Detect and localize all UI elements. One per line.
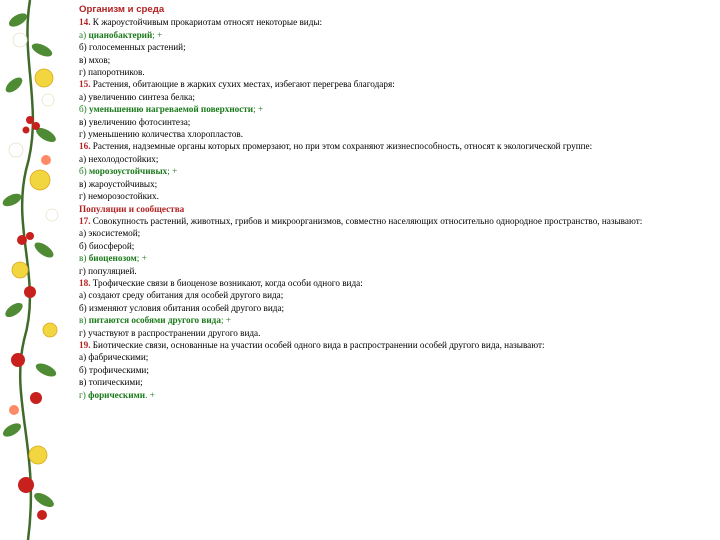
question-number: 18. <box>79 277 91 288</box>
question-number: 16. <box>79 141 91 152</box>
question-number: 15. <box>79 79 91 90</box>
answer-option: а) экосистемой; <box>79 228 141 239</box>
question-number: 14. <box>79 17 91 28</box>
answer-option: б) трофическими; <box>79 364 149 375</box>
answer-option: б) голосеменных растений; <box>79 42 186 53</box>
answer-option: в) жароустойчивых; <box>79 178 158 189</box>
question-14 <box>79 16 715 28</box>
answer-option: г) папоротников. <box>79 67 145 78</box>
question-text: Трофические связи в биоценозе возникают, когда особи одного вида: <box>90 277 363 288</box>
answer-option-correct: б) морозоустойчивых; + <box>79 166 178 177</box>
answer-option-correct: г) форическими. + <box>79 389 155 400</box>
answer-option-correct: в) питаются особями другого вида; + <box>79 315 231 326</box>
answer-option: в) увеличению фотосинтеза; <box>79 116 191 127</box>
answer-option: в) топическими; <box>79 377 143 388</box>
question-15 <box>79 78 715 90</box>
answer-option: а) нехолодостойких; <box>79 153 159 164</box>
answer-option-correct: в) биоценозом; + <box>79 253 147 264</box>
answer-option: г) уменьшению количества хлоропластов. <box>79 129 244 140</box>
answer-option: а) создают среду обитания для особей другого вида; <box>79 290 284 301</box>
question-text: Растения, надземные органы которых промерзают, но при этом сохраняют жизнеспособность, относят к экологической группе: <box>90 141 593 152</box>
question-text: К жароустойчивым прокариотам относят некоторые виды: <box>90 17 323 28</box>
question-19 <box>79 339 715 351</box>
question-16 <box>79 140 715 152</box>
floral-border-illustration <box>0 0 68 540</box>
section-heading: Популяции и сообщества <box>79 203 185 214</box>
document-body <box>79 4 715 401</box>
page-title: Организм и среда <box>79 4 165 15</box>
answer-option: г) популяцией. <box>79 265 137 276</box>
answer-option: б) изменяют условия обитания особей другого вида; <box>79 302 285 313</box>
answer-option-correct: а) цианобактерий; + <box>79 29 163 40</box>
answer-option: г) участвуют в распространении другого вида. <box>79 327 261 338</box>
answer-option: б) биосферой; <box>79 240 135 251</box>
question-text: Биотические связи, основанные на участии особей одного вида в распространении особей другого вида, называют: <box>90 339 545 350</box>
answer-option: в) мхов; <box>79 54 111 65</box>
question-text: Совокупность растений, животных, грибов и микроорганизмов, совместно населяющих относительно однородное пространство, называют: <box>90 215 643 226</box>
question-number: 19. <box>79 339 91 350</box>
question-number: 17. <box>79 215 91 226</box>
answer-option-correct: б) уменьшению нагреваемой поверхности; + <box>79 104 264 115</box>
answer-option: а) фабрическими; <box>79 352 149 363</box>
question-18 <box>79 277 715 289</box>
question-17 <box>79 215 715 227</box>
answer-option: а) увеличению синтеза белка; <box>79 91 195 102</box>
question-text: Растения, обитающие в жарких сухих местах, избегают перегрева благодаря: <box>90 79 395 90</box>
answer-option: г) неморозостойких. <box>79 191 159 202</box>
